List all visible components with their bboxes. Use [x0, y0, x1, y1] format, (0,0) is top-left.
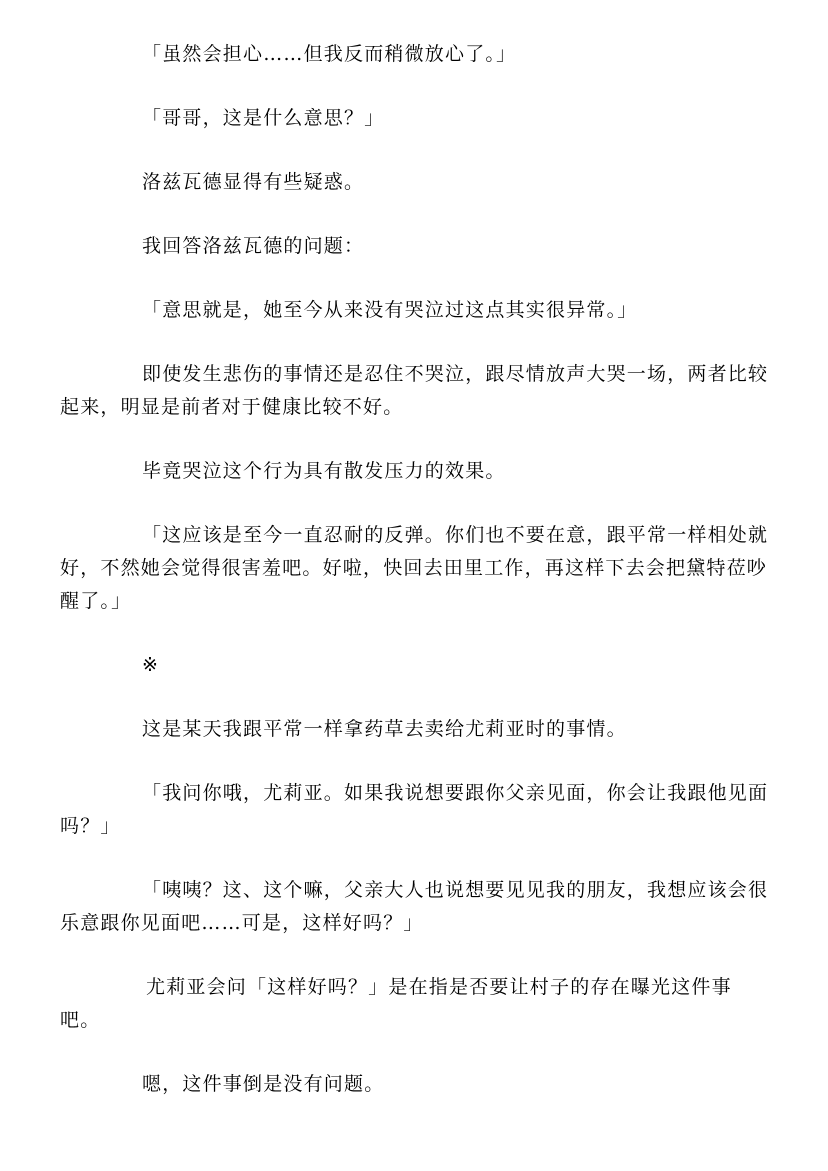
- document-page: [60, 38, 770, 1132]
- paragraph: 「虽然会担心……但我反而稍微放心了。」: [142, 43, 517, 65]
- paragraph: 这是某天我跟平常一样拿药草去卖给尤莉亚时的事情。: [142, 718, 627, 740]
- paragraph: 「意思就是，她至今从来没有哭泣过这点其实很异常。」: [142, 299, 638, 321]
- paragraph: 尤莉亚会问「这样好吗？」是在指是否要让村子的存在曝光这件事吧。: [60, 976, 732, 1031]
- paragraph: 洛兹瓦德显得有些疑惑。: [142, 171, 365, 193]
- paragraph: 「咦咦？这、这个嘛，父亲大人也说想要见见我的朋友，我想应该会很乐意跟你见面吧……可是，这样好吗？」: [60, 879, 769, 934]
- paragraph: 毕竟哭泣这个行为具有散发压力的效果。: [142, 460, 506, 482]
- paragraph: 即使发生悲伤的事情还是忍住不哭泣，跟尽情放声大哭一场，两者比较起来，明显是前者对于健康比较不好。: [60, 363, 769, 418]
- paragraph: 嗯，这件事倒是没有问题。: [142, 1073, 385, 1095]
- section-separator: ※: [142, 654, 160, 676]
- paragraph: 「这应该是至今一直忍耐的反弹。你们也不要在意，跟平常一样相处就好，不然她会觉得很害羞吧。好啦，快回去田里工作，再这样下去会把黛特莅吵醒了。」: [60, 524, 769, 612]
- paragraph: 我回答洛兹瓦德的问题：: [142, 235, 365, 257]
- paragraph: 「哥哥，这是什么意思？」: [142, 107, 385, 129]
- paragraph: 「我问你哦，尤莉亚。如果我说想要跟你父亲见面，你会让我跟他见面吗？」: [60, 782, 769, 837]
